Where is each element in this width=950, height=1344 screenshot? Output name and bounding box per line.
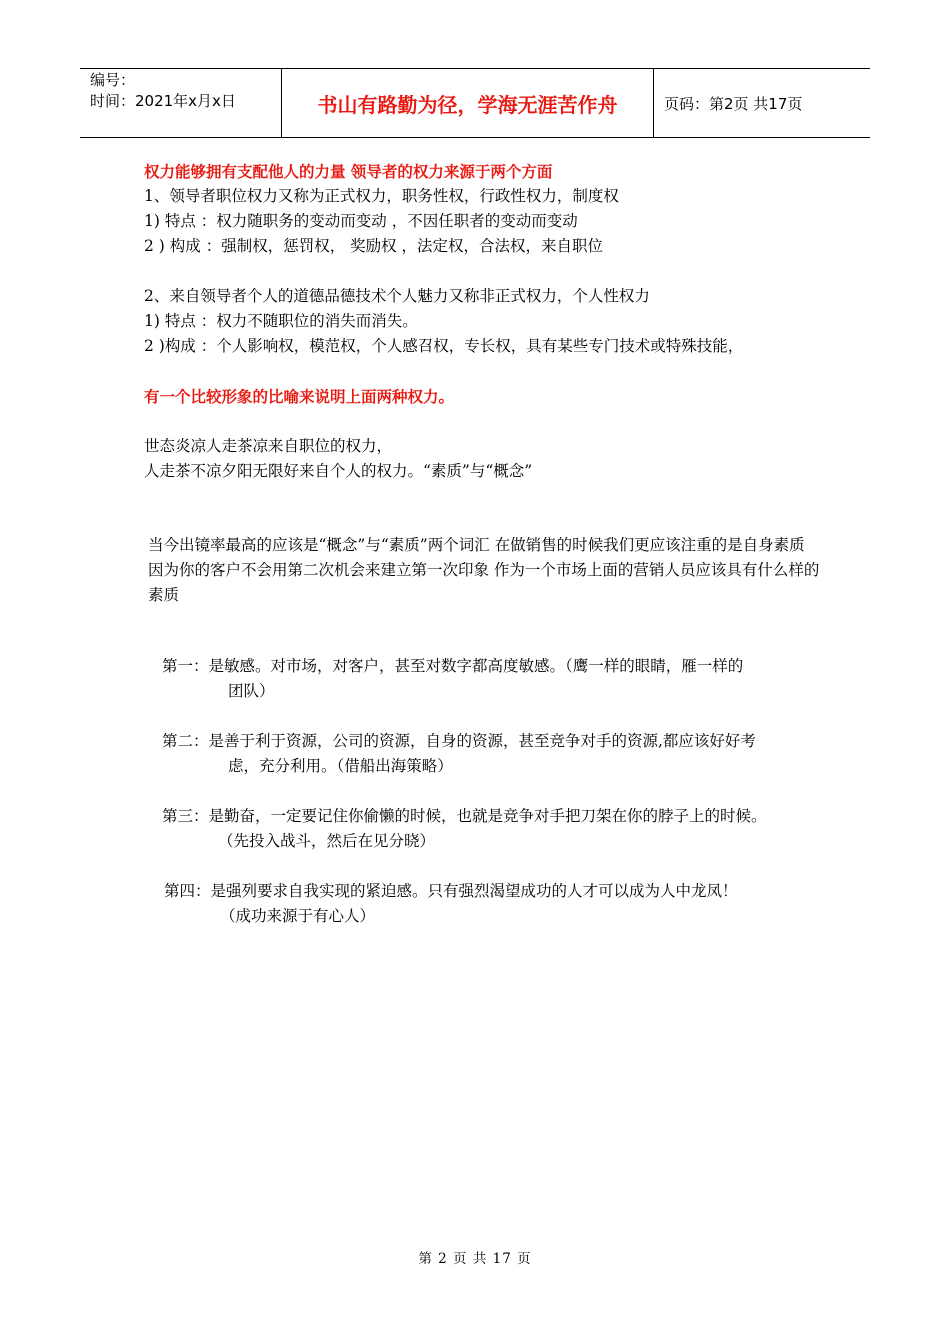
heading-metaphor: 有一个比较形象的比喻来说明上面两种权力。 [144,387,455,406]
quality-item-main: 第一：是敏感。对市场，对客户，甚至对数字都高度敏感。（鹰一样的眼睛，雁一样的 [162,657,744,675]
document-body [144,159,824,929]
text-line: 2、来自领导者个人的道德品德技术个人魅力又称非正式权力，个人性权力 [144,287,650,305]
document-header [80,68,870,138]
spacer [144,409,824,434]
motto-text: 书山有路勤为径，学海无涯苦作舟 [317,92,618,117]
header-page-info [654,69,870,137]
time-label: 时间：2021年x月x日 [90,92,236,110]
quality-item-main: 第三：是勤奋，一定要记住你偷懒的时候，也就是竞争对手把刀架在你的脖子上的时候。 [162,807,767,825]
serial-label: 编号： [90,71,136,89]
text-line: 1) 特点 ：权力不随职位的消失而消失。 [144,312,418,330]
quality-item [162,804,824,854]
spacer [144,779,824,804]
quality-item-main: 第四：是强列要求自我实现的紧迫感。只有强烈渴望成功的人才可以成为人中龙凤！ [164,882,738,900]
text-line: 2 )构成 ：个人影响权，模范权，个人感召权，专长权，具有某些专门技术或特殊技能， [144,337,744,355]
spacer [144,704,824,729]
text-line: 1、领导者职位权力又称为正式权力，职务性权，行政性权力，制度权 [144,187,619,205]
text-line: 世态炎凉人走茶凉来自职位的权力， [144,437,393,455]
text-line: 人走茶不凉夕阳无限好来自个人的权力。“素质”与“概念” [144,462,533,480]
spacer [144,359,824,384]
heading-power-sources: 权力能够拥有支配他人的力量 领导者的权力来源于两个方面 [144,162,553,181]
quality-item [162,729,824,779]
quality-item [162,654,824,704]
text-line: 1) 特点 ：权力随职务的变动而变动 ，不因任职者的变动而变动 [144,212,578,230]
quality-item-main: 第二：是善于利于资源，公司的资源，自身的资源，甚至竞争对手的资源,都应该好好考 [162,732,756,750]
quality-item-sub: 团队） [228,682,275,700]
spacer [144,259,824,284]
spacer [144,854,824,879]
text-line: 2 ) 构成 ：强制权，惩罚权， 奖励权 ，法定权，合法权，来自职位 [144,237,604,255]
quality-item-sub: 虑，充分利用。（借船出海策略） [228,757,453,775]
quality-item-sub: （成功来源于有心人） [220,907,376,925]
intro-paragraph: 当今出镜率最高的应该是“概念”与“素质”两个词汇 在做销售的时候我们更应该注重的是自身素质 因为你的客户不会用第二次机会来建立第一次印象 作为一个市场上面的营销人员应该具有什么样的素质 [148,536,820,604]
spacer [144,484,824,509]
page-info-text: 页码：第2页 共17页 [664,94,803,113]
header-meta [80,69,282,137]
page-footer: 第 2 页 共 17 页 [418,1251,532,1267]
header-motto [282,69,654,137]
spacer [144,608,824,654]
quality-item [164,879,824,929]
quality-item-sub: （先投入战斗，然后在见分晓） [218,832,436,850]
spacer [144,509,824,533]
